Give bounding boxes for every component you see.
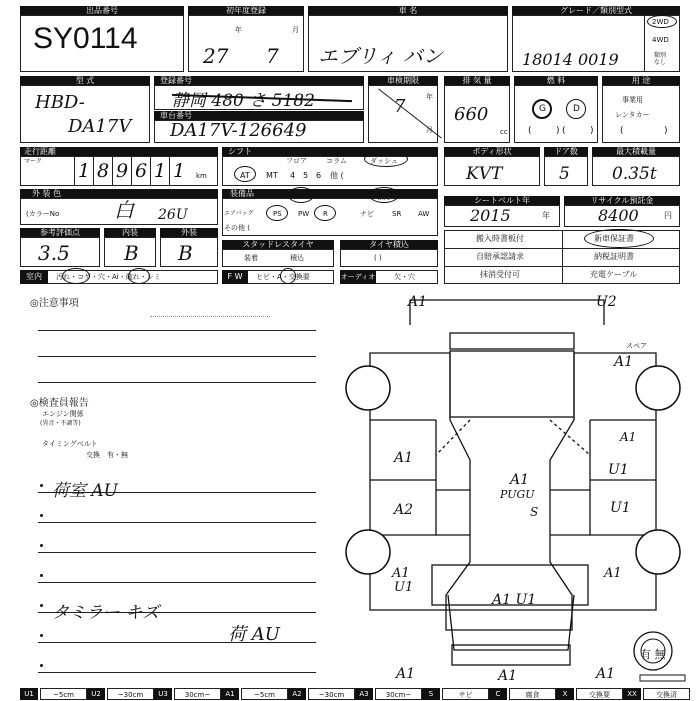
legend-key: A2 — [288, 688, 306, 700]
mileage-digit: 1 — [74, 156, 93, 186]
equip-ps-circle — [266, 205, 288, 221]
insp-value: 7 — [394, 96, 406, 117]
color-no-label: (カラーNo — [26, 210, 60, 218]
mark-left-door-2: A2 — [394, 502, 414, 518]
legend-key: U3 — [154, 688, 172, 700]
docs-col-line — [562, 230, 563, 284]
doc-item-2: 新車保証書 — [594, 234, 634, 243]
legend-value: 30cm~ — [375, 688, 422, 700]
engine-label: エンジン関係 — [42, 410, 84, 418]
header-max-load: 最大積載量 — [592, 147, 680, 156]
shift-dash-circle — [364, 151, 408, 167]
report-bullet — [40, 544, 43, 547]
equip-ps: PS — [273, 210, 282, 218]
mark-center-1: A1 — [510, 472, 530, 488]
mark-center-3: S — [530, 505, 539, 519]
audio-row-label: オーディオ — [340, 270, 376, 284]
equip-r: R — [323, 210, 328, 218]
legend-key: U2 — [87, 688, 105, 700]
legend-value: 30cm~ — [174, 688, 221, 700]
shift-5: 5 — [303, 171, 309, 180]
header-car-name: 車 名 — [308, 6, 508, 15]
mark-bumper-center: A1 — [498, 668, 518, 684]
equip-sr: SR — [392, 210, 402, 218]
equip-r-circle — [314, 205, 336, 221]
mark-right-upper: A1 — [620, 430, 637, 444]
ext-color: 白 — [114, 198, 134, 222]
shift-other: 他 ( — [330, 171, 344, 180]
eval-score: 3.5 — [38, 241, 70, 265]
mark-bumper-right: A1 — [596, 666, 616, 682]
equip-other: その他 ( — [224, 224, 250, 232]
drive-4wd: 4WD — [652, 36, 669, 44]
doc-item-2-circle — [584, 229, 654, 248]
legend-value: 交換要 — [576, 688, 623, 700]
legend-key: A3 — [355, 688, 373, 700]
fuel-g: G — [539, 104, 546, 114]
header-studless: スタッドレスタイヤ — [222, 240, 334, 249]
car-name: エブリィ バン — [318, 44, 443, 68]
year-label: 年 — [235, 26, 242, 34]
header-fuel: 燃 料 — [514, 76, 598, 85]
legend-value: ~5cm — [241, 688, 288, 700]
mark-roof-left: A1 — [408, 294, 428, 310]
seatbelt-year: 2015 — [470, 206, 511, 225]
interior-row-label: 室内 — [20, 270, 48, 284]
report-bullet — [40, 574, 43, 577]
purpose-business: 事業用 — [622, 96, 643, 104]
mileage-digit: 6 — [131, 156, 150, 186]
report-line-7: 荷 AU — [228, 624, 280, 645]
equip-ac: AC — [294, 192, 305, 201]
equip-cooler: クーラー — [332, 193, 357, 200]
spare-value: 有 無 — [640, 648, 666, 661]
mark-rear-right: A1 — [614, 354, 634, 370]
tire-load: ( ) — [374, 254, 382, 262]
legend-value: ~30cm — [107, 688, 154, 700]
shift-at: AT — [240, 171, 250, 180]
doc-item-5: 抹消受付可 — [480, 270, 520, 279]
wheel-rear-right — [636, 366, 680, 410]
fuel-paren-2: ) — [556, 126, 560, 136]
equip-none-circle — [369, 187, 399, 203]
report-rule — [38, 552, 316, 553]
fw-a-circle — [280, 268, 296, 284]
legend-key: C — [489, 688, 507, 700]
shift-column: コラム — [326, 157, 347, 165]
report-bullet — [40, 634, 43, 637]
shift-floor: フロア — [286, 157, 307, 165]
legend-value: 交換済 — [643, 688, 690, 700]
header-ext-color: 外 装 色 — [20, 189, 218, 198]
notes-title: ◎注意事項 — [30, 298, 79, 309]
header-chassis: 車台番号 — [154, 111, 364, 120]
header-exterior: 外装 — [160, 228, 218, 237]
equip-ac-circle — [288, 187, 314, 203]
report-bullet — [40, 484, 43, 487]
body-shape: KVT — [466, 164, 503, 184]
header-doors: ドア数 — [544, 147, 588, 156]
timing-label: タイミングベルト — [42, 440, 98, 448]
mark-left-front-2: U1 — [394, 580, 414, 595]
header-seatbelt-year: シートベルト年 — [444, 196, 560, 205]
displacement-value: 660 — [454, 104, 489, 125]
report-bullet — [40, 514, 43, 517]
report-rule — [38, 582, 316, 583]
max-load: 0.35t — [612, 164, 657, 184]
mark-left-door-1: A1 — [394, 450, 414, 466]
mileage-digit: 8 — [93, 156, 112, 186]
color-code: 26U — [158, 207, 188, 223]
equip-navi: ナビ — [360, 210, 374, 218]
engine-sub: (異音・不調等) — [40, 420, 81, 427]
exhibit-id: SY0114 — [33, 22, 138, 55]
header-first-reg: 初年度登録 — [188, 6, 304, 15]
header-mileage: 走行距離 — [20, 147, 218, 156]
purpose-paren-2: ) — [664, 126, 668, 136]
drive-2wd: 2WD — [652, 18, 669, 26]
purpose-rental: レンタカー — [615, 111, 650, 119]
roof-panel — [450, 333, 574, 349]
fw-row-label: F W — [222, 270, 248, 284]
recycle-fee: 8400 — [598, 206, 639, 225]
fw-row-items: ヒビ・A・交換要 — [256, 273, 310, 281]
legend-value: ~30cm — [308, 688, 355, 700]
studless-fitted: 装着 — [244, 254, 258, 262]
shift-6: 6 — [316, 171, 322, 180]
legend-key: X — [556, 688, 574, 700]
roof-outline — [410, 300, 604, 325]
header-shift: シフト — [222, 147, 438, 156]
legend-value: 腐食 — [509, 688, 556, 700]
drive-2wd-circle — [647, 15, 677, 28]
legend-key: XX — [623, 688, 641, 700]
mark-right-door-1: U1 — [608, 462, 629, 478]
header-grade: グレード／類別型式 — [512, 6, 680, 15]
mileage-unit: km — [196, 172, 207, 180]
month-label: 月 — [292, 26, 299, 34]
header-interior: 内装 — [104, 228, 156, 237]
report-bullet — [40, 664, 43, 667]
doc-item-3: 自賠承認請求 — [476, 252, 524, 261]
timing-option: 交換 有・無 — [86, 451, 128, 459]
chassis-no: DA17V-126649 — [170, 120, 307, 141]
legend-value: サビ — [442, 688, 489, 700]
recycle-unit: 円 — [664, 211, 672, 220]
report-rule — [38, 522, 316, 523]
studless-loaded: 積込 — [290, 254, 304, 262]
header-eval: 参考評価点 — [20, 228, 100, 237]
doors: 5 — [559, 164, 570, 184]
mileage-digit: 9 — [112, 156, 131, 186]
fuel-paren-3: ( — [562, 126, 566, 136]
legend-key: A1 — [221, 688, 239, 700]
mileage-digit: 1 — [150, 156, 169, 186]
model-line-2: DA17V — [68, 116, 132, 137]
shift-4: 4 — [290, 171, 296, 180]
studless-box — [222, 249, 334, 267]
header-inspection: 車検期限 — [368, 76, 438, 85]
report-rule — [38, 672, 316, 673]
mark-hood: A1 U1 — [492, 592, 537, 608]
report-line-1: 荷室 AU — [52, 481, 119, 501]
report-bullet — [40, 604, 43, 607]
equip-airbag: エアバッグ — [224, 210, 254, 217]
header-displacement: 排 気 量 — [444, 76, 510, 85]
spare-stand — [640, 675, 685, 681]
model-line-1: HBD- — [35, 92, 85, 113]
front-bumper — [452, 645, 570, 665]
wheel-front-left — [346, 530, 390, 574]
header-model: 型 式 — [20, 76, 150, 85]
fuel-d: D — [573, 104, 580, 114]
legend-key: U1 — [20, 688, 38, 700]
windshield-rear — [450, 351, 574, 417]
mileage-mark: マーク — [24, 158, 43, 165]
interior-row-items: 汚れ・コゲ・穴・Ai・破れ・シミ — [56, 273, 161, 281]
equip-aw: AW — [418, 210, 430, 218]
shift-at-circle — [234, 166, 256, 182]
seatbelt-unit: 年 — [542, 211, 550, 220]
wheel-front-right — [636, 530, 680, 574]
first-reg-month: 7 — [266, 44, 279, 68]
notes-smudge — [150, 316, 270, 321]
damage-legend — [20, 688, 690, 700]
fuel-paren-1: ( — [528, 126, 532, 136]
interior-ai-circle — [128, 268, 150, 284]
purpose-paren-1: ( — [620, 126, 624, 136]
report-line-6: タミラー キズ — [52, 603, 160, 623]
inspector-title: ◎検査員報告 — [30, 398, 89, 409]
interior-grade: B — [124, 241, 139, 265]
equip-pw: PW — [298, 210, 310, 218]
header-equipment: 装備品 — [222, 189, 438, 198]
mark-right-door-2: U1 — [610, 500, 631, 516]
mark-center-2: PUGU — [500, 488, 535, 501]
exterior-grade: B — [178, 241, 193, 265]
mileage-digit: 1 — [169, 156, 188, 186]
shift-mt: MT — [266, 171, 278, 180]
insp-month-label: 月 — [426, 126, 433, 134]
header-reg-no: 登録番号 — [154, 76, 364, 85]
reg-no: 静岡 480 さ 5182 — [172, 91, 315, 111]
first-reg-year: 27 — [203, 44, 229, 68]
header-purpose: 用 途 — [602, 76, 680, 85]
mark-bumper-left: A1 — [396, 666, 416, 682]
insp-year-label: 年 — [426, 93, 433, 101]
mark-left-front: A1 — [392, 566, 410, 581]
spare-label: スペア — [626, 342, 647, 350]
legend-value: ~5cm — [40, 688, 87, 700]
tire-load-box — [340, 249, 438, 267]
equip-none: 無し — [378, 193, 392, 201]
grade-code: 18014 0019 — [522, 50, 619, 69]
shift-dash: ダッシュ — [370, 157, 398, 165]
header-recycle: リサイクル預託金 — [564, 196, 680, 205]
notes-line-2 — [38, 356, 316, 357]
fuel-paren-4: ) — [590, 126, 594, 136]
doc-item-4: 納税証明書 — [594, 252, 634, 261]
displacement-unit: cc — [500, 128, 508, 136]
mark-roof-right: U2 — [596, 294, 617, 310]
header-body-shape: ボディ形状 — [444, 147, 540, 156]
interior-stain-circle — [62, 268, 90, 284]
mark-right-front: A1 — [604, 566, 622, 581]
wheel-rear-left — [346, 366, 390, 410]
notes-line-1 — [38, 330, 316, 331]
doc-item-1: 搬入時書板付 — [476, 234, 524, 243]
header-tire-load: タイヤ積込 — [340, 240, 438, 249]
audio-row-items: 欠・穴 — [394, 273, 415, 281]
drive-none: 類別 なし — [654, 52, 667, 66]
notes-line-3 — [38, 382, 316, 383]
legend-key: S — [422, 688, 440, 700]
doc-item-6: 充電ケーブル — [590, 270, 638, 279]
header-exhibit-no: 出品番号 — [20, 6, 184, 15]
